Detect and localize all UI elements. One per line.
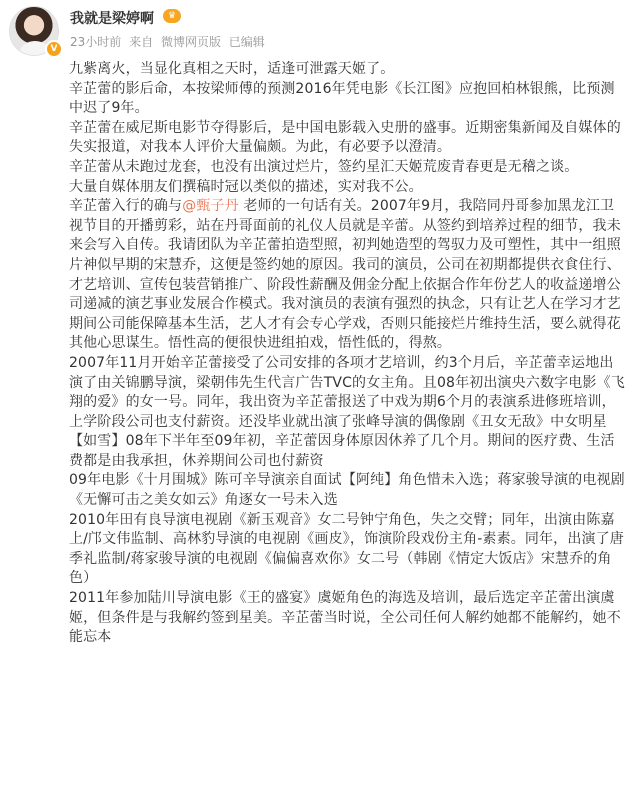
- paragraph-2: 辛芷蕾的影后命，本按梁师傅的预测2016年凭电影《长江图》应抱回柏林银熊，比预测中迟了9年。: [69, 80, 615, 117]
- mention-link[interactable]: @甄子丹: [182, 198, 239, 215]
- author-name[interactable]: 我就是梁婷啊: [70, 11, 154, 27]
- paragraph-7: 2007年11月开始辛芷蕾接受了公司安排的各项才艺培训，约3个月后，辛芷蕾幸运地出演了由关锦鹏导演，梁朝伟先生代言广告TVC的女主角。且08年初出演央六数字电影《飞翔的爱》的女一号。同年，我出资为辛芷蕾报送了中戏为期6个月的表演系进修班培训，上学阶段公司也支付薪资。还没毕业就出演了张峰导演的偶像剧《丑女无敌》中女明星【如雪】08年下半年至09年初，辛芷蕾因身体原因休养了几个月。期间的医疗费、生活费都是由我承担，休养期间公司也付薪资: [69, 354, 625, 469]
- post-content: [69, 60, 625, 648]
- paragraph-6-body: 老师的一句话有关。2007年9月，我陪同丹哥参加黑龙江卫视节目的开播剪彩，站在丹哥面前的礼仪人员就是辛蕾。从签约到培养过程的细节，我未来会写入自传。我请团队为辛芷蕾拍造型照，初判她造型的驾驭力及可塑性，其中一组照片神似早期的宋慧乔，这便是签约她的原因。我司的演员，公司在初期都提供衣食住行、才艺培训、宣传包装营销推广、阶段性薪酬及佣金分配上依据合作年份艺人的收益递增公司递减的演艺事业发展合作模式。我对演员的表演有强烈的执念，只有让艺人在学习才艺期间公司能保障基本生活，艺人才有会专心学戏，否则只能接烂片维持生活，要么就得花其他心思谋生。悟性高的便很快进组拍戏，悟性低的，得熬。: [69, 198, 621, 352]
- paragraph-9: 2010年田有良导演电视剧《新玉观音》女二号钟宁角色，失之交臂；同年，出演由陈嘉上/邝文伟监制、高林豹导演的电视剧《画皮》，饰演阶段戏份主角-素素。同年，出演了唐季礼监制/蒋家骏导演的电视剧《偏偏喜欢你》女二号（韩剧《情定大饭店》宋慧乔的角色）: [69, 511, 624, 587]
- paragraph-10: 2011年参加陆川导演电影《王的盛宴》虞姬角色的海选及培训，最后选定辛芷蕾出演虞姬，但条件是与我解约签到星美。辛芷蕾当时说，全公司任何人解约她都不能解约，她不能忘本: [69, 590, 621, 646]
- verified-v-icon: V: [45, 40, 63, 58]
- paragraph-1: 九紫离火，当显化真相之天时，适逢可泄露天姬了。: [69, 61, 395, 77]
- paragraph-4: 辛芷蕾从未跑过龙套，也没有出演过烂片，签约星汇天姬荒废青春更是无稽之谈。: [69, 158, 579, 175]
- vip-crown-icon[interactable]: ♛: [163, 9, 181, 23]
- paragraph-3: 辛芷蕾在威尼斯电影节夺得影后，是中国电影载入史册的盛事。近期密集新闻及自媒体的失实报道，对我本人评价大量偏颇。为此，有必要予以澄清。: [69, 119, 621, 156]
- paragraph-5: 大量自媒体朋友们撰稿时冠以类似的描述，实对我不公。: [69, 178, 423, 195]
- post-meta: [70, 33, 269, 50]
- paragraph-8: 09年电影《十月围城》陈可辛导演亲自面试【阿纯】角色惜未入选；蒋家骏导演的电视剧《无懈可击之美女如云》角逐女一号未入选: [69, 472, 625, 509]
- post-time[interactable]: 23小时前: [70, 35, 122, 49]
- edited-label[interactable]: 已编辑: [228, 35, 265, 49]
- from-label: 来自: [129, 35, 154, 49]
- paragraph-6: [69, 197, 625, 354]
- paragraph-6-lead: 辛芷蕾入行的确与: [69, 198, 183, 215]
- post-source[interactable]: 微博网页版: [160, 35, 221, 49]
